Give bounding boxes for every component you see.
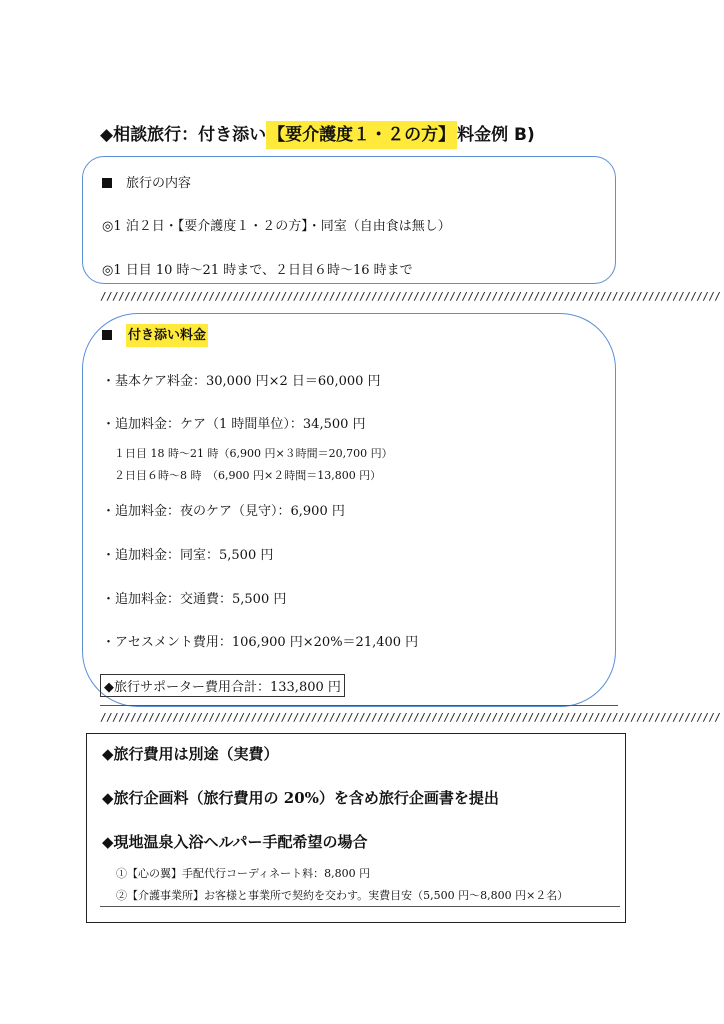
square-bullet-icon <box>102 178 112 188</box>
notes-underline <box>100 906 620 907</box>
hatch-divider-bottom: /////////////////////////////////////////////////////////////////////////////////////////////////////// <box>100 711 721 724</box>
trip-heading-label: 旅行の内容 <box>126 176 192 191</box>
note-travel-cost: ◆旅行費用は別途（実費） <box>102 745 279 763</box>
title-prefix: ◆相談旅行：付き添い <box>100 125 267 145</box>
fee-additional-care-day2: ２日目６時〜8 時 （6,900 円×２時間＝13,800 円） <box>114 469 382 482</box>
fees-total: ◆旅行サポーター費用合計：133,800 円 <box>100 674 345 697</box>
fee-night-care: ・追加料金：夜のケア（見守）：6,900 円 <box>102 504 345 519</box>
fee-assessment: ・アセスメント費用：106,900 円×20%＝21,400 円 <box>102 635 419 650</box>
fee-additional-care: ・追加料金：ケア（1 時間単位）：34,500 円 <box>102 417 366 432</box>
fees-heading <box>102 324 208 343</box>
fee-additional-care-day1: １日目 18 時〜21 時（6,900 円×３時間＝20,700 円） <box>114 447 393 460</box>
hatch-divider-top: /////////////////////////////////////////////////////////////////////////////////////////////////////// <box>100 290 721 303</box>
divider-line <box>100 705 618 706</box>
fees-heading-label: 付き添い料金 <box>126 324 208 347</box>
title-highlight: 【要介護度１・２の方】 <box>266 121 457 149</box>
note-sub-2: ②【介護事業所】お客様と事業所で契約を交わす。実費目安（5,500 円〜8,800 円×２名） <box>116 889 569 902</box>
fee-transport: ・追加料金：交通費：5,500 円 <box>102 592 287 607</box>
trip-line-2: ◎1 日目 10 時〜21 時まで、２日目６時〜16 時まで <box>102 263 413 278</box>
note-sub-1: ①【心の翼】手配代行コーディネート料：8,800 円 <box>116 867 371 880</box>
note-hot-spring-helper: ◆現地温泉入浴ヘルパー手配希望の場合 <box>102 833 368 851</box>
trip-heading <box>102 172 191 191</box>
note-planning-fee: ◆旅行企画料（旅行費用の 20%）を含め旅行企画書を提出 <box>102 789 499 807</box>
fee-basic-care: ・基本ケア料金：30,000 円×2 日＝60,000 円 <box>102 374 381 389</box>
title-suffix: 料金例 B) <box>457 125 535 145</box>
trip-line-1: ◎1 泊２日・【要介護度１・２の方】・同室（自由食は無し） <box>102 219 451 234</box>
square-bullet-icon <box>102 330 112 340</box>
page-title <box>100 120 535 145</box>
fee-shared-room: ・追加料金：同室：5,500 円 <box>102 548 274 563</box>
